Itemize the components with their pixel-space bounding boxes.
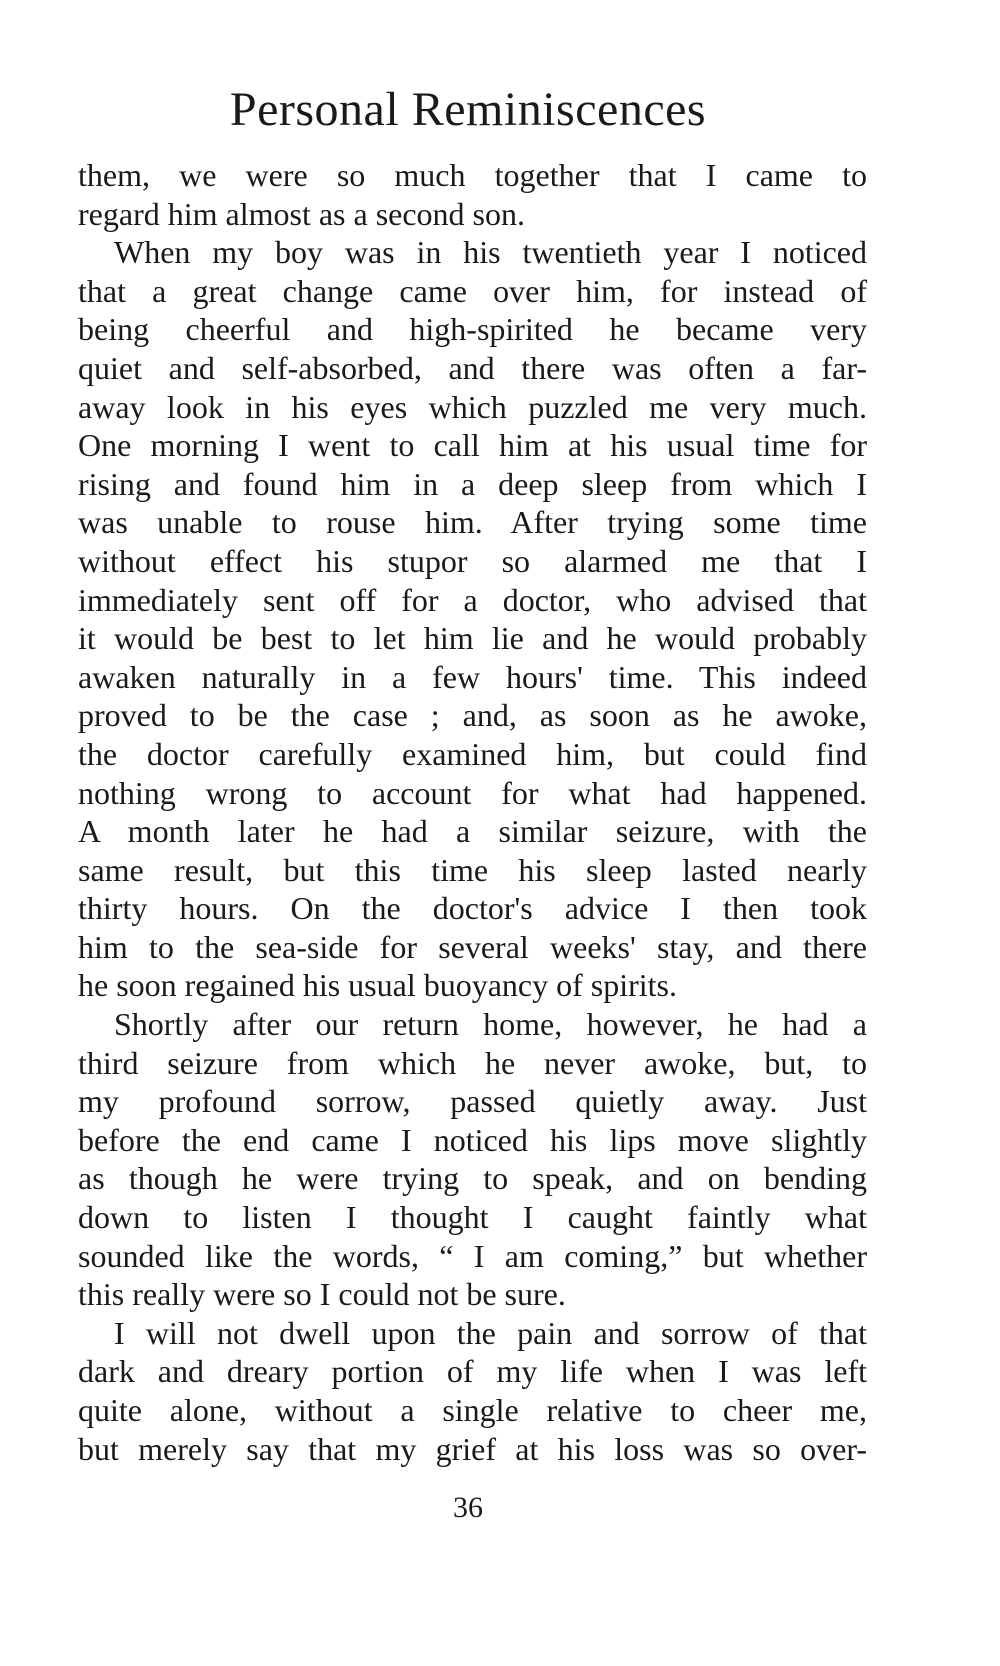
- body-text: [78, 156, 867, 1468]
- text-line: the doctor carefully examined him, but could find: [78, 735, 867, 772]
- text-line: but merely say that my grief at his loss was so over-: [78, 1430, 867, 1467]
- text-line: proved to be the case ; and, as soon as he awoke,: [78, 697, 867, 734]
- text-line: it would be best to let him lie and he would probably: [78, 620, 867, 657]
- text-line: third seizure from which he never awoke, but, to: [78, 1044, 867, 1081]
- text-line: being cheerful and high-spirited he became very: [78, 311, 867, 348]
- text-line: him to the sea-side for several weeks' stay, and there: [78, 928, 867, 965]
- text-line: One morning I went to call him at his usual time for: [78, 427, 867, 464]
- text-line: down to listen I thought I caught faintly what: [78, 1199, 867, 1236]
- text-line: regard him almost as a second son.: [78, 195, 525, 232]
- page-number: 36: [453, 1491, 483, 1524]
- text-line: immediately sent off for a doctor, who advised that: [78, 581, 867, 618]
- text-line: he soon regained his usual buoyancy of spirits.: [78, 967, 677, 1004]
- text-line: was unable to rouse him. After trying some time: [78, 504, 867, 541]
- text-line: them, we were so much together that I came to: [78, 157, 867, 193]
- text-line: awaken naturally in a few hours' time. This indeed: [78, 658, 867, 695]
- text-line: before the end came I noticed his lips move slightly: [78, 1121, 867, 1158]
- text-line: quite alone, without a single relative to cheer me,: [78, 1392, 867, 1428]
- text-line: same result, but this time his sleep lasted nearly: [78, 851, 867, 888]
- text-line: away look in his eyes which puzzled me very much.: [78, 388, 867, 425]
- text-line: Shortly after our return home, however, he had a: [114, 1006, 867, 1043]
- text-line: quiet and self-absorbed, and there was often a far-: [78, 349, 867, 386]
- text-line: sounded like the words, “ I am coming,” but whether: [78, 1237, 867, 1274]
- text-line: as though he were trying to speak, and on bending: [78, 1160, 867, 1197]
- text-line: thirty hours. On the doctor's advice I then took: [78, 890, 867, 927]
- text-line: without effect his stupor so alarmed me that I: [78, 542, 867, 579]
- page-title: Personal Reminiscences: [229, 83, 707, 136]
- text-line: nothing wrong to account for what had happened.: [78, 774, 867, 811]
- text-line: this really were so I could not be sure.: [78, 1276, 566, 1313]
- text-line: that a great change came over him, for instead of: [78, 272, 867, 309]
- text-line: rising and found him in a deep sleep from which I: [78, 465, 867, 502]
- text-line: When my boy was in his twentieth year I noticed: [114, 234, 867, 271]
- text-line: my profound sorrow, passed quietly away. Just: [78, 1083, 867, 1120]
- text-line: I will not dwell upon the pain and sorrow of that: [114, 1314, 867, 1351]
- text-line: A month later he had a similar seizure, with the: [78, 813, 867, 850]
- text-line: dark and dreary portion of my life when I was left: [78, 1353, 867, 1390]
